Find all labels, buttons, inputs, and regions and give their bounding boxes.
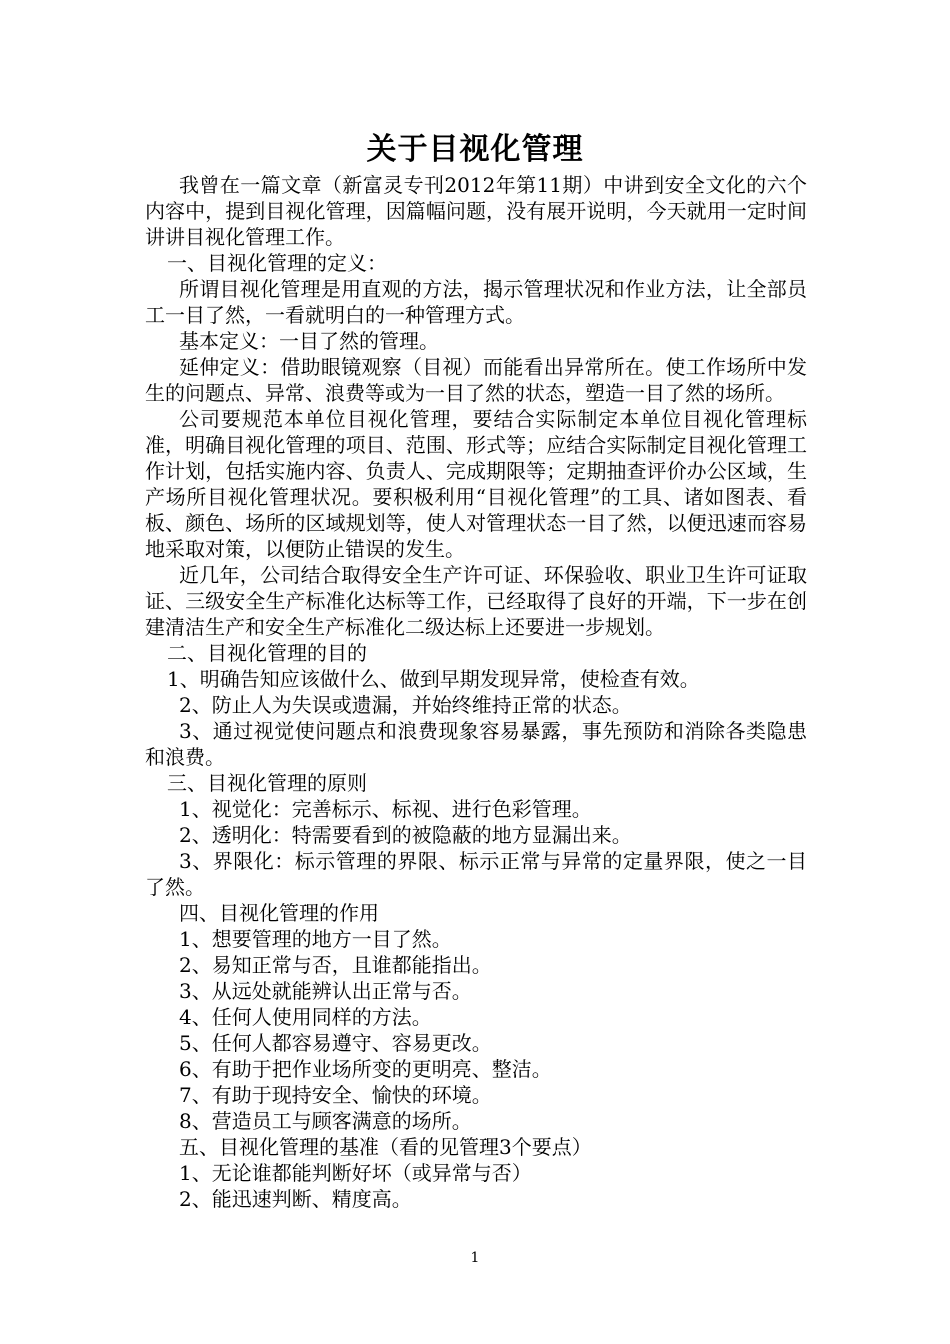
intro-paragraph: 我曾在一篇文章（新富灵专刊2012年第11期）中讲到安全文化的六个内容中，提到目视化管理，因篇幅问题，没有展开说明，今天就用一定时间讲讲目视化管理工作。 (145, 173, 807, 249)
recent-years-paragraph: 近几年，公司结合取得安全生产许可证、环保验收、职业卫生许可证取证、三级安全生产标准化达标等工作，已经取得了良好的开端，下一步在创建清洁生产和安全生产标准化二级达标上还要进一步规划。 (145, 563, 807, 639)
document-title: 关于目视化管理 (366, 132, 584, 167)
purpose-item: 3、通过视觉使问题点和浪费现象容易暴露，事先预防和消除各类隐患和浪费。 (145, 719, 807, 769)
function-item: 6、有助于把作业场所变的更明亮、整洁。 (179, 1057, 552, 1081)
function-item: 4、任何人使用同样的方法。 (179, 1005, 432, 1029)
company-paragraph: 公司要规范本单位目视化管理，要结合实际制定本单位目视化管理标准，明确目视化管理的项目、范围、形式等；应结合实际制定目视化管理工作计划，包括实施内容、负责人、完成期限等；定期抽查评价办公区域，生产场所目视化管理状况。要积极利用“目视化管理”的工具、诸如图表、看板、颜色、场所的区域规划等，使人对管理状态一目了然，以便迅速而容易地采取对策，以便防止错误的发生。 (145, 407, 807, 561)
principle-item: 1、视觉化：完善标示、标视、进行色彩管理。 (179, 797, 592, 821)
purpose-item: 2、防止人为失误或遗漏，并始终维持正常的状态。 (179, 693, 632, 717)
standard-item: 2、能迅速判断、精度高。 (179, 1187, 412, 1211)
page-number: 1 (470, 1250, 480, 1266)
section-heading-3: 三、目视化管理的原则 (167, 771, 367, 795)
section-heading-5: 五、目视化管理的基准（看的见管理3个要点） (179, 1135, 592, 1159)
standard-item: 1、无论谁都能判断好坏（或异常与否） (179, 1161, 532, 1185)
function-item: 3、从远处就能辨认出正常与否。 (179, 979, 472, 1003)
section-heading-1: 一、目视化管理的定义： (167, 251, 387, 275)
principle-item: 2、透明化：特需要看到的被隐蔽的地方显漏出来。 (179, 823, 632, 847)
function-item: 7、有助于现持安全、愉快的环境。 (179, 1083, 492, 1107)
principle-item: 3、界限化：标示管理的界限、标示正常与异常的定量界限，使之一目了然。 (145, 849, 807, 899)
function-item: 5、任何人都容易遵守、容易更改。 (179, 1031, 492, 1055)
document-body (145, 172, 807, 1212)
section-heading-2: 二、目视化管理的目的 (167, 641, 367, 665)
section-heading-4: 四、目视化管理的作用 (179, 901, 379, 925)
basic-definition: 基本定义：一目了然的管理。 (179, 329, 439, 353)
definition-paragraph: 所谓目视化管理是用直观的方法，揭示管理状况和作业方法，让全部员工一目了然，一看就明白的一种管理方式。 (145, 277, 807, 327)
function-item: 1、想要管理的地方一目了然。 (179, 927, 452, 951)
function-item: 8、营造员工与顾客满意的场所。 (179, 1109, 472, 1133)
function-item: 2、易知正常与否，且谁都能指出。 (179, 953, 492, 977)
extended-definition: 延伸定义：借助眼镜观察（目视）而能看出异常所在。使工作场所中发生的问题点、异常、浪费等或为一目了然的状态，塑造一目了然的场所。 (145, 355, 807, 405)
purpose-item: 1、明确告知应该做什么、做到早期发现异常，使检查有效。 (167, 667, 700, 691)
